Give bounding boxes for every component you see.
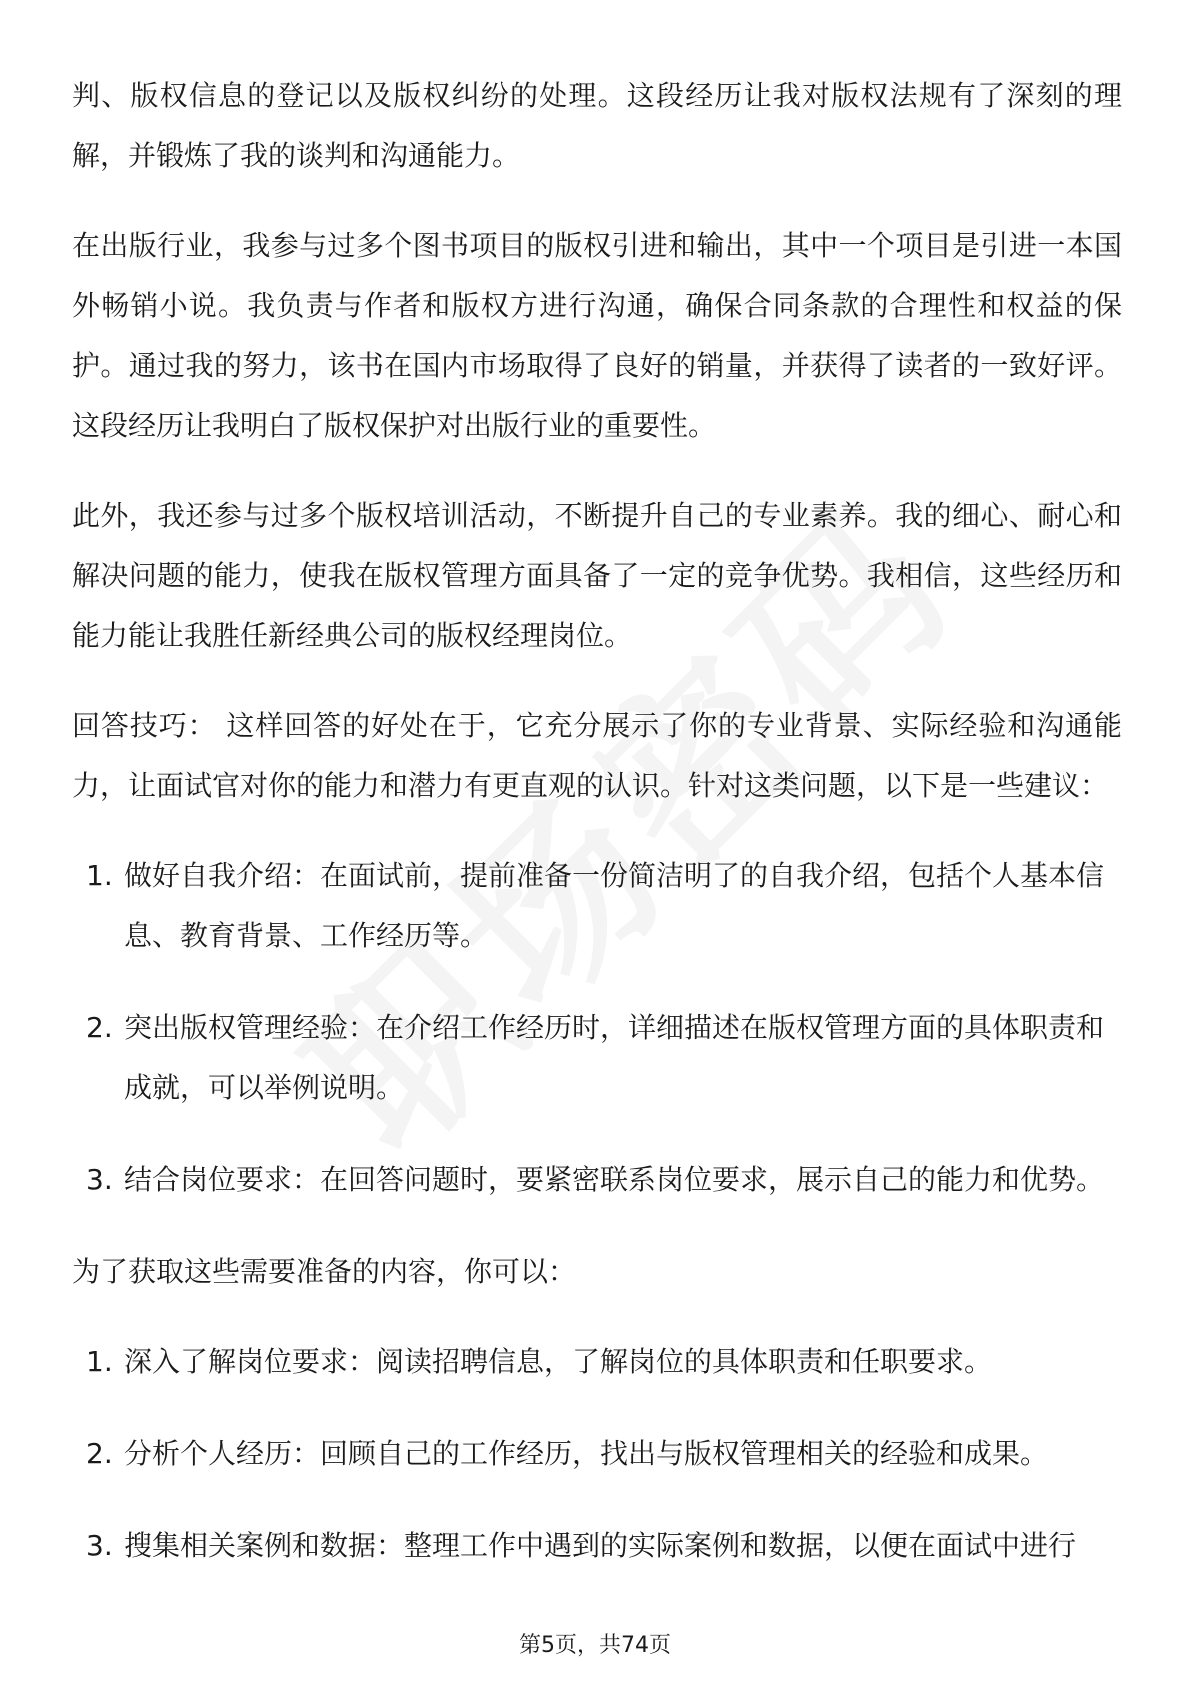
- list-number: 2.: [86, 1437, 113, 1470]
- page-content: [72, 66, 1122, 1608]
- list-number: 1.: [86, 859, 113, 892]
- list-item-text: 结合岗位要求：在回答问题时，要紧密联系岗位要求，展示自己的能力和优势。: [124, 1163, 1105, 1196]
- list-item: [72, 1424, 1122, 1484]
- list-item: [72, 1516, 1122, 1576]
- preparation-list: [72, 1332, 1122, 1576]
- list-item-text: 分析个人经历：回顾自己的工作经历，找出与版权管理相关的经验和成果。: [124, 1437, 1049, 1470]
- list-item-text: 深入了解岗位要求：阅读招聘信息，了解岗位的具体职责和任职要求。: [124, 1345, 993, 1378]
- list-item-text: 做好自我介绍：在面试前，提前准备一份简洁明了的自我介绍，包括个人基本信息、教育背景、工作经历等。: [124, 859, 1105, 952]
- list-number: 3.: [86, 1529, 113, 1562]
- paragraph-intro-2: 为了获取这些需要准备的内容，你可以：: [72, 1255, 577, 1288]
- paragraph-2: 在出版行业，我参与过多个图书项目的版权引进和输出，其中一个项目是引进一本国外畅销小说。我负责与作者和版权方进行沟通，确保合同条款的合理性和权益的保护。通过我的努力，该书在国内市场取得了良好的销量，并获得了读者的一致好评。这段经历让我明白了版权保护对出版行业的重要性。: [72, 229, 1122, 442]
- list-item: [72, 998, 1122, 1118]
- paragraph-3: 此外，我还参与过多个版权培训活动，不断提升自己的专业素养。我的细心、耐心和解决问题的能力，使我在版权管理方面具备了一定的竞争优势。我相信，这些经历和能力能让我胜任新经典公司的版权经理岗位。: [72, 499, 1122, 652]
- list-item: [72, 1332, 1122, 1392]
- page-number-footer: 第5页，共74页: [519, 1633, 671, 1658]
- list-number: 2.: [86, 1011, 113, 1044]
- list-item: [72, 1150, 1122, 1210]
- list-item: [72, 846, 1122, 966]
- list-item-text: 突出版权管理经验：在介绍工作经历时，详细描述在版权管理方面的具体职责和成就，可以举例说明。: [124, 1011, 1105, 1104]
- paragraph-tips: 回答技巧： 这样回答的好处在于，它充分展示了你的专业背景、实际经验和沟通能力，让面试官对你的能力和潜力有更直观的认识。针对这类问题，以下是一些建议：: [72, 709, 1122, 802]
- list-number: 1.: [86, 1345, 113, 1378]
- paragraph-1: 判、版权信息的登记以及版权纠纷的处理。这段经历让我对版权法规有了深刻的理解，并锻炼了我的谈判和沟通能力。: [72, 79, 1122, 172]
- list-item-text: 搜集相关案例和数据：整理工作中遇到的实际案例和数据，以便在面试中进行: [124, 1529, 1077, 1562]
- suggestion-list: [72, 846, 1122, 1210]
- list-number: 3.: [86, 1163, 113, 1196]
